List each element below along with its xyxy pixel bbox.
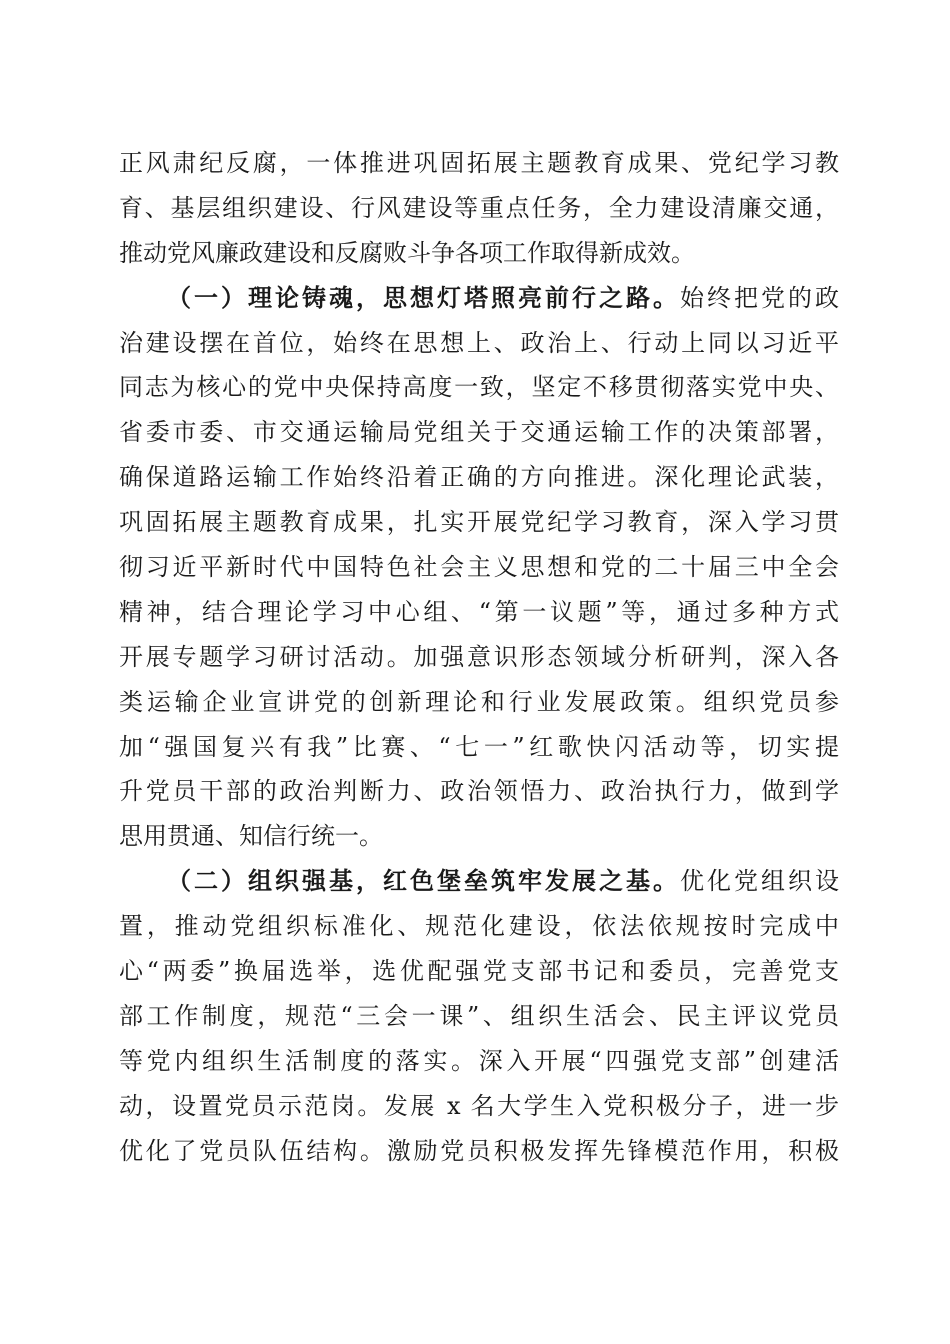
paragraph-intro: [119, 141, 839, 276]
text-line: 治建设摆在首位，始终在思想上、政治上、行动上同以习近平: [119, 328, 839, 357]
text-line: 省委市委、市交通运输局党组关于交通运输工作的决策部署，: [119, 418, 839, 447]
text-line: 类运输企业宣讲党的创新理论和行业发展政策。组织党员参: [119, 687, 839, 716]
text-run: 优化党组织设: [680, 867, 839, 896]
paragraph-section-2: [119, 859, 839, 1173]
text-line: 动，设置党员示范岗。发展 x 名大学生入党积极分子，进一步: [119, 1091, 839, 1120]
section-first-line: [119, 859, 839, 904]
text-run: 始终把党的政: [680, 283, 839, 312]
text-line: 开展专题学习研讨活动。加强意识形态领域分析研判，深入各: [119, 642, 839, 671]
text-line: 心“两委”换届选举，选优配强党支部书记和委员，完善党支: [119, 957, 839, 986]
text-line: 巩固拓展主题教育成果，扎实开展党纪学习教育，深入学习贯: [119, 508, 839, 537]
text-line: 升党员干部的政治判断力、政治领悟力、政治执行力，做到学: [119, 777, 839, 806]
text-line: 彻习近平新时代中国特色社会主义思想和党的二十届三中全会: [119, 553, 839, 582]
text-line: 部工作制度，规范“三会一课”、组织生活会、民主评议党员: [119, 1001, 839, 1030]
text-line: 思用贯通、知信行统一。: [119, 822, 383, 851]
text-line: 置，推动党组织标准化、规范化建设，依法依规按时完成中: [119, 912, 839, 941]
section-first-line: [119, 276, 839, 321]
text-line: 正风肃纪反腐，一体推进巩固拓展主题教育成果、党纪学习教: [119, 149, 839, 177]
text-line: 等党内组织生活制度的落实。深入开展“四强党支部”创建活: [119, 1046, 839, 1075]
paragraph-section-1: [119, 276, 839, 860]
document-body: [119, 141, 839, 1173]
text-line: 推动党风廉政建设和反腐败斗争各项工作取得新成效。: [119, 238, 695, 267]
text-line: 精神，结合理论学习中心组、“第一议题”等，通过多种方式: [119, 597, 839, 626]
text-line: 同志为核心的党中央保持高度一致，坚定不移贯彻落实党中央、: [119, 373, 839, 402]
section-heading-2: （二）组织强基，红色堡垒筑牢发展之基。: [167, 866, 680, 896]
section-heading-1: （一）理论铸魂，思想灯塔照亮前行之路。: [167, 282, 680, 312]
text-line: 育、基层组织建设、行风建设等重点任务，全力建设清廉交通，: [119, 193, 839, 222]
text-line: 优化了党员队伍结构。激励党员积极发挥先锋模范作用，积极: [119, 1136, 839, 1165]
text-line: 加“强国复兴有我”比赛、“七一”红歌快闪活动等，切实提: [119, 732, 839, 761]
text-line: 确保道路运输工作始终沿着正确的方向推进。深化理论武装，: [119, 463, 839, 492]
